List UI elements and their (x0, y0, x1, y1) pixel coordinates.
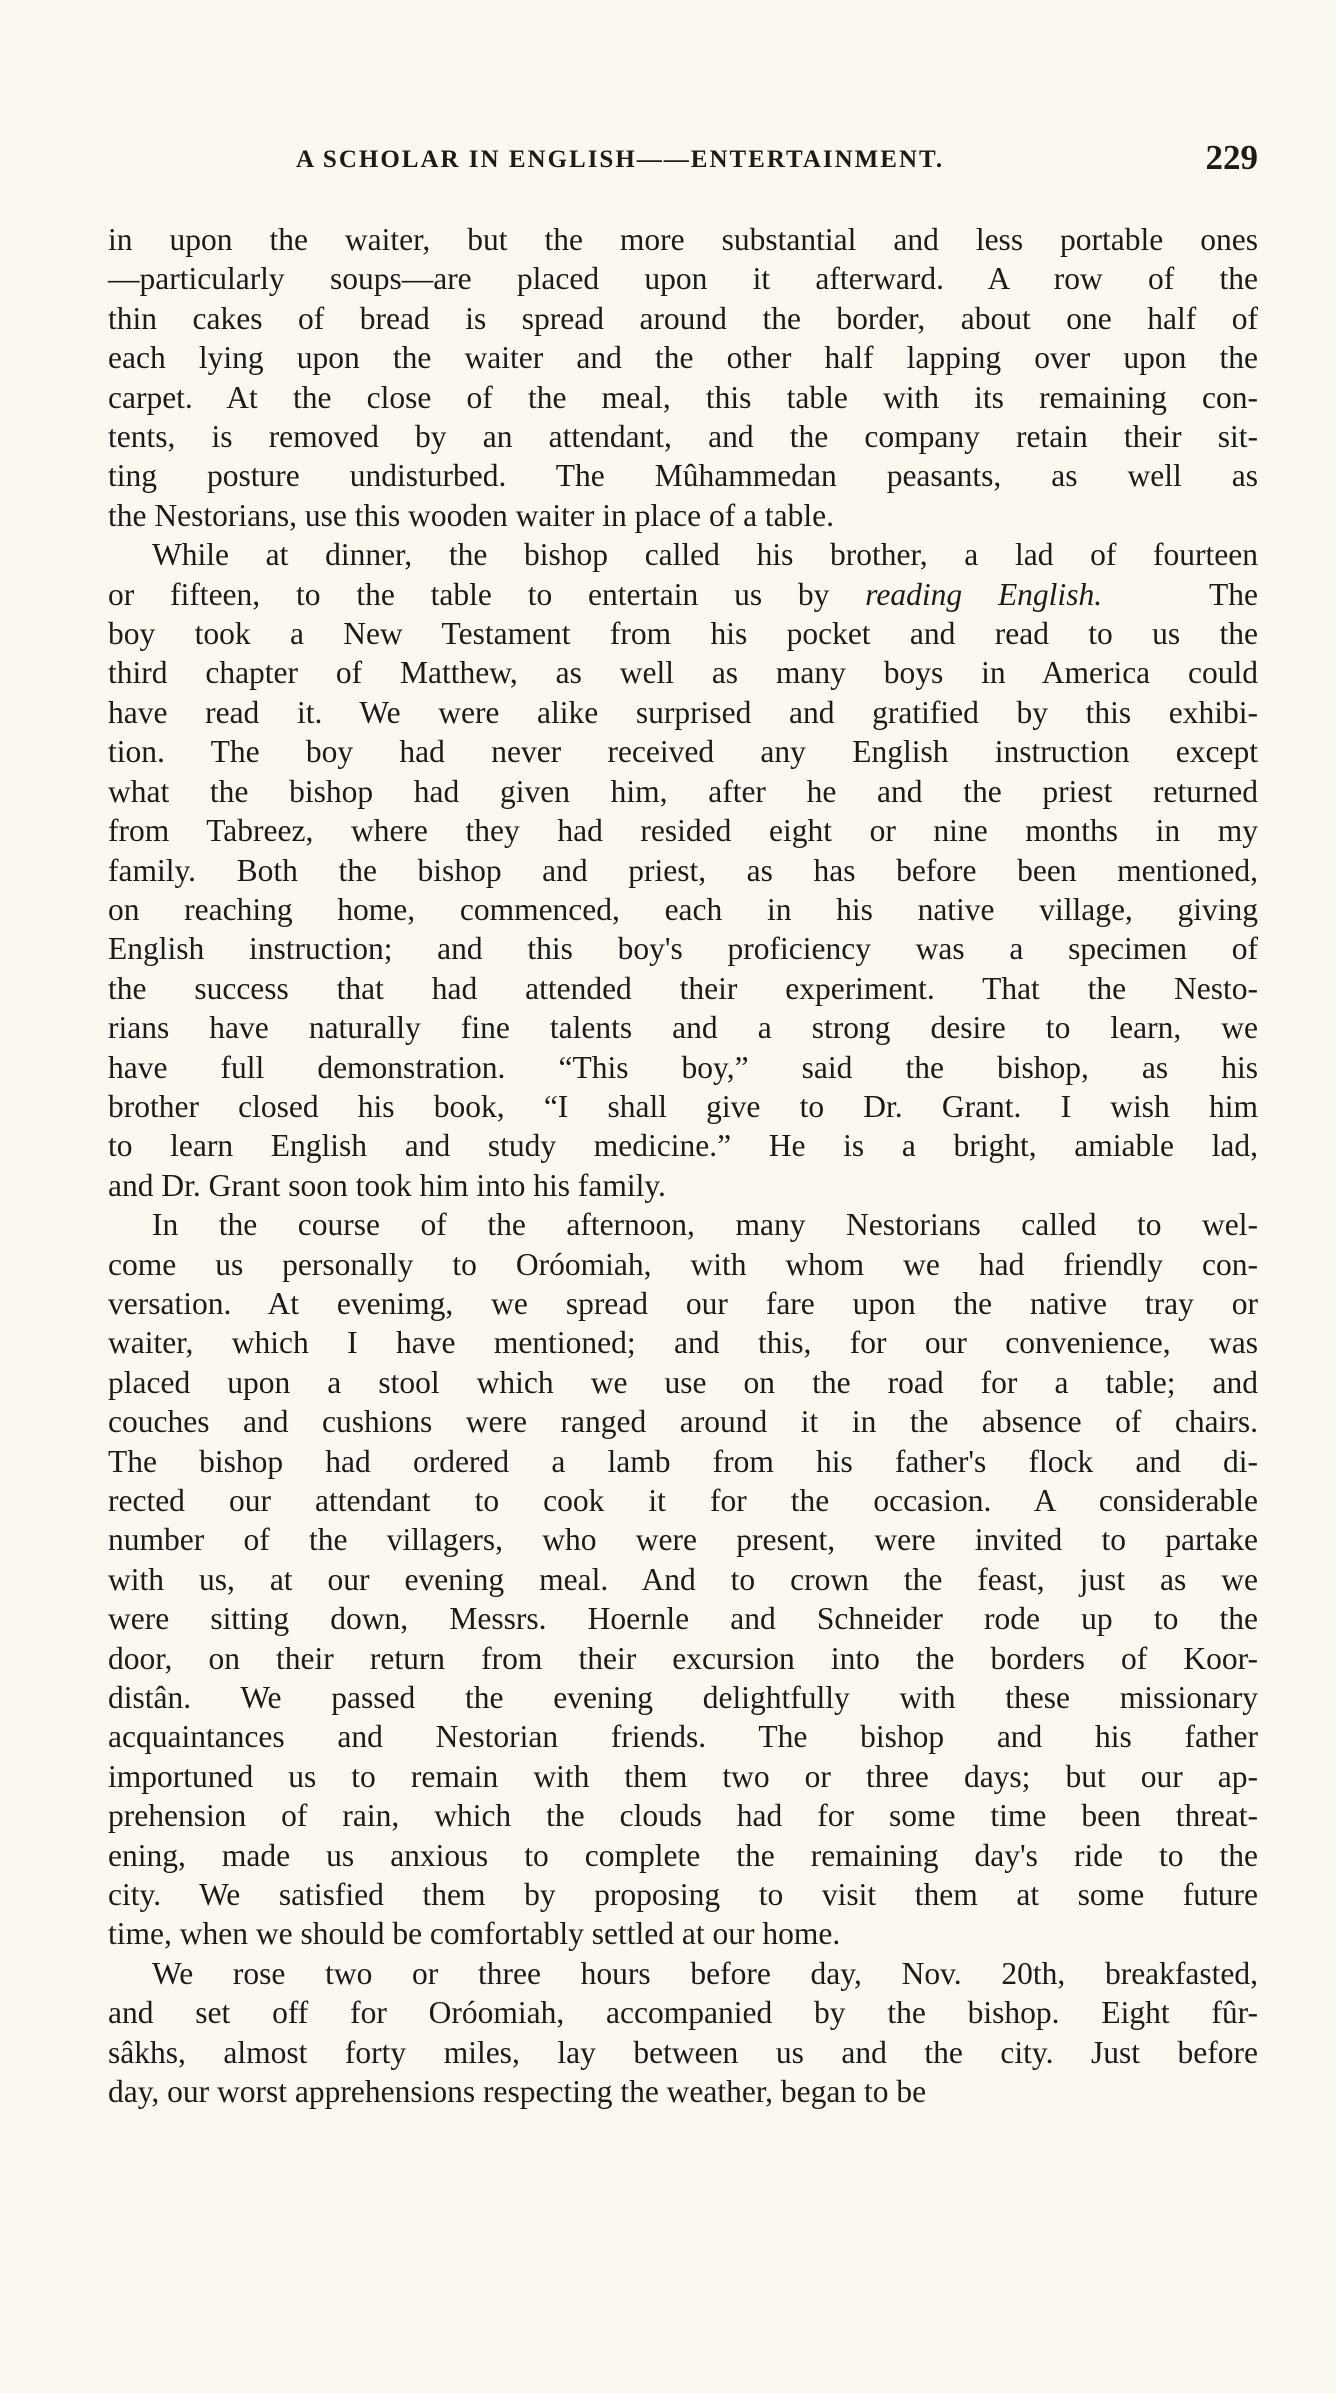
text-line: come us personally to Oróomiah, with whom we had friendly con- (108, 1246, 1258, 1282)
text-line: tents, is removed by an attendant, and the company retain their sit- (108, 419, 1258, 455)
text-line: tion. The boy had never received any English instruction except (108, 734, 1258, 770)
text-line: ting posture undisturbed. The Mûhammedan peasants, as well as (108, 458, 1258, 494)
text-line: the success that had attended their experiment. That the Nesto- (108, 970, 1258, 1006)
text-line: door, on their return from their excursion into the borders of Koor- (108, 1640, 1258, 1676)
text-line: to learn English and study medicine.” He is a bright, amiable lad, (108, 1128, 1258, 1164)
text-line: importuned us to remain with them two or three days; but our ap- (108, 1758, 1258, 1794)
text-line: English instruction; and this boy's proficiency was a specimen of (108, 931, 1258, 967)
text-line: rians have naturally fine talents and a strong desire to learn, we (108, 1010, 1258, 1046)
text-line: thin cakes of bread is spread around the border, about one half of (108, 300, 1258, 336)
page-body (108, 220, 1258, 2112)
text-line: boy took a New Testament from his pocket and read to us the (108, 616, 1258, 652)
text-line: sâkhs, almost forty miles, lay between us and the city. Just before (108, 2034, 1258, 2070)
text-line: brother closed his book, “I shall give to Dr. Grant. I wish him (108, 1088, 1258, 1124)
text-line: were sitting down, Messrs. Hoernle and Schneider rode up to the (108, 1601, 1258, 1637)
text-line: on reaching home, commenced, each in his native village, giving (108, 891, 1258, 927)
text-line: acquaintances and Nestorian friends. The bishop and his father (108, 1719, 1258, 1755)
text-line: what the bishop had given him, after he and the priest returned (108, 773, 1258, 809)
text-line: versation. At evenimg, we spread our fare upon the native tray or (108, 1285, 1258, 1321)
page-number: 229 (1205, 138, 1258, 177)
text-line: We rose two or three hours before day, Nov. 20th, breakfasted, (152, 1955, 1258, 1991)
paragraph (108, 535, 1258, 1205)
text-line: While at dinner, the bishop called his brother, a lad of fourteen (152, 537, 1258, 573)
paragraph (108, 1954, 1258, 2112)
text-line: The bishop had ordered a lamb from his father's flock and di- (108, 1443, 1258, 1479)
text-line: carpet. At the close of the meal, this table with its remaining con- (108, 379, 1258, 415)
page-header (108, 138, 1258, 198)
text-line: —particularly soups—are placed upon it afterward. A row of the (108, 261, 1258, 297)
text-fragment: The (1102, 576, 1259, 612)
text-line: In the course of the afternoon, many Nestorians called to wel- (152, 1207, 1258, 1243)
text-line: ening, made us anxious to complete the remaining day's ride to the (108, 1837, 1258, 1873)
text-line: with us, at our evening meal. And to crown the feast, just as we (108, 1561, 1258, 1597)
text-line: each lying upon the waiter and the other half lapping over upon the (108, 340, 1258, 376)
text-line: prehension of rain, which the clouds had for some time been threat- (108, 1798, 1258, 1834)
paragraph (108, 1205, 1258, 1954)
text-line: or fifteen, to the table to entertain us by reading English. The (108, 576, 1259, 612)
text-line: number of the villagers, who were present, were invited to partake (108, 1522, 1258, 1558)
running-head: A SCHOLAR IN ENGLISH——ENTERTAINMENT. (296, 146, 945, 173)
text-line: have full demonstration. “This boy,” said the bishop, as his (108, 1049, 1258, 1085)
text-line: time, when we should be comfortably settled at our home. (108, 1916, 841, 1952)
text-line: and Dr. Grant soon took him into his family. (108, 1167, 666, 1203)
text-line: have read it. We were alike surprised and gratified by this exhibi- (108, 694, 1258, 730)
text-line: third chapter of Matthew, as well as many boys in America could (108, 655, 1258, 691)
text-line: distân. We passed the evening delightfully with these missionary (108, 1680, 1258, 1716)
text-line: the Nestorians, use this wooden waiter in place of a table. (108, 497, 835, 533)
text-line: placed upon a stool which we use on the road for a table; and (108, 1364, 1258, 1400)
text-line: day, our worst apprehensions respecting the weather, began to be (108, 2074, 927, 2110)
text-line: waiter, which I have mentioned; and this, for our convenience, was (108, 1325, 1258, 1361)
italic-phrase: reading English. (865, 576, 1103, 612)
text-line: family. Both the bishop and priest, as has before been mentioned, (108, 852, 1258, 888)
text-line: and set off for Oróomiah, accompanied by the bishop. Eight fûr- (108, 1995, 1258, 2031)
text-line: in upon the waiter, but the more substantial and less portable ones (108, 222, 1258, 257)
text-line: city. We satisfied them by proposing to visit them at some future (108, 1877, 1258, 1913)
paragraph (108, 220, 1258, 535)
text-line: rected our attendant to cook it for the occasion. A considerable (108, 1483, 1258, 1518)
text-line: from Tabreez, where they had resided eight or nine months in my (108, 813, 1258, 849)
text-line: couches and cushions were ranged around it in the absence of chairs. (108, 1404, 1258, 1440)
